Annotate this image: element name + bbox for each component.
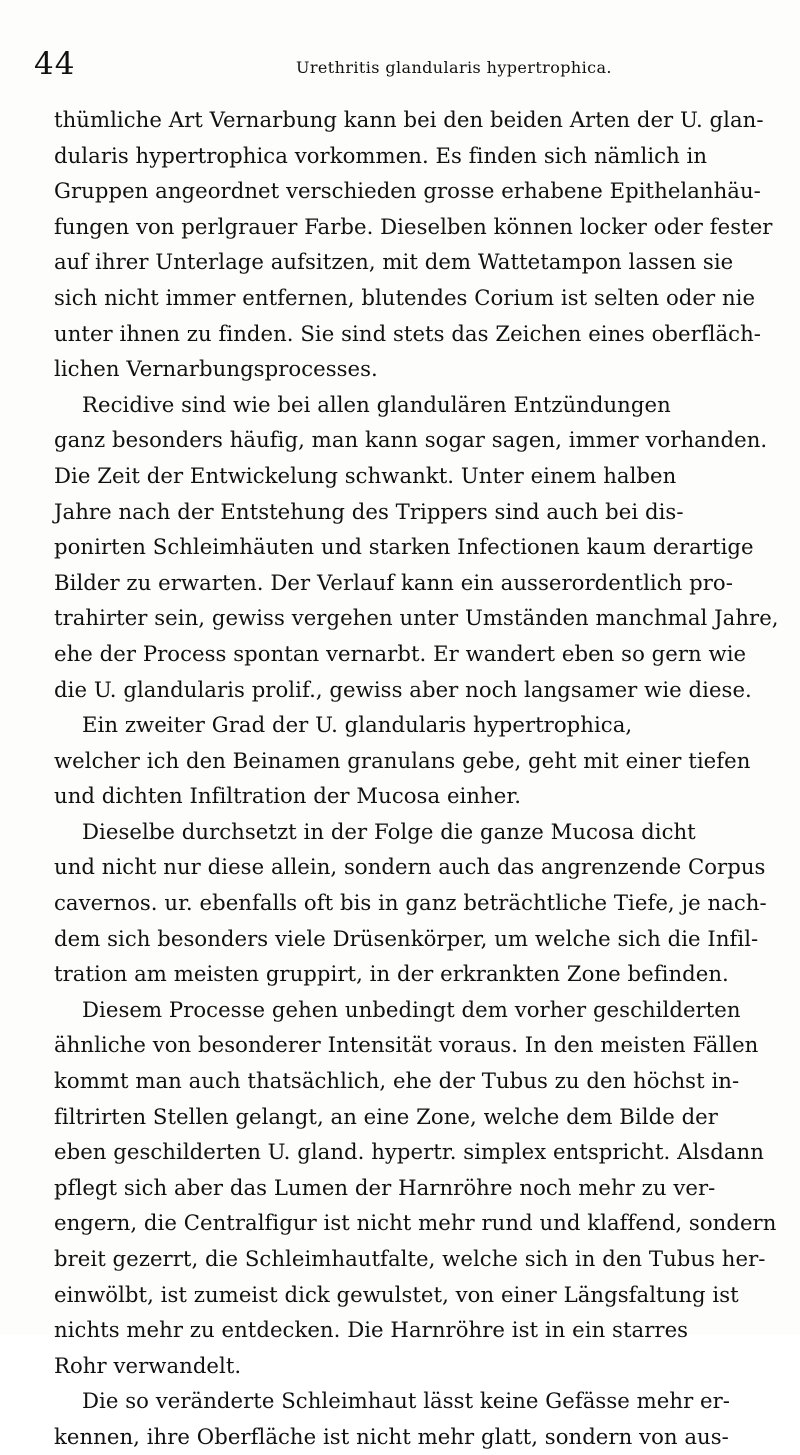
text-line: und dichten Infiltration der Mucosa einher. — [54, 783, 521, 809]
text-line: welcher ich den Beinamen granulans gebe, geht mit einer tiefen — [54, 747, 751, 773]
text-line: Bilder zu erwarten. Der Verlauf kann ein ausserordentlich pro- — [54, 569, 733, 595]
page-number: 44 — [34, 46, 76, 82]
text-line: Jahre nach der Entstehung des Trippers sind auch bei dis- — [54, 498, 684, 524]
text-line: nichts mehr zu entdecken. Die Harnröhre ist in ein starres — [54, 1317, 689, 1343]
text-line: auf ihrer Unterlage aufsitzen, mit dem Wattetampon lassen sie — [54, 249, 734, 275]
text-line: Rohr verwandelt. — [54, 1352, 242, 1378]
text-line: sich nicht immer entfernen, blutendes Corium ist selten oder nie — [54, 284, 756, 310]
text-line: Die Zeit der Entwickelung schwankt. Unter einem halben — [54, 462, 677, 488]
text-line: engern, die Centralfigur ist nicht mehr rund und klaffend, sondern — [54, 1210, 777, 1236]
text-line: einwölbt, ist zumeist dick gewulstet, von einer Längsfaltung ist — [54, 1281, 739, 1307]
text-line: ähnliche von besonderer Intensität voraus. In den meisten Fällen — [54, 1032, 759, 1058]
text-line: kommt man auch thatsächlich, ehe der Tubus zu den höchst in- — [54, 1068, 740, 1094]
paragraph-start-line: Diesem Processe gehen unbedingt dem vorher geschilderten — [82, 996, 741, 1022]
paragraph-start-line: Die so veränderte Schleimhaut lässt keine Gefässe mehr er- — [82, 1388, 731, 1414]
text-line: cavernos. ur. ebenfalls oft bis in ganz beträchtliche Tiefe, je nach- — [54, 890, 767, 916]
paragraph-start-line: Recidive sind wie bei allen glandulären Entzündungen — [82, 391, 671, 417]
text-line: thümliche Art Vernarbung kann bei den beiden Arten der U. glan- — [54, 107, 764, 132]
text-line: und nicht nur diese allein, sondern auch das angrenzende Corpus — [54, 854, 766, 880]
text-line: pflegt sich aber das Lumen der Harnröhre noch mehr zu ver- — [54, 1174, 716, 1200]
text-line: dularis hypertrophica vorkommen. Es finden sich nämlich in — [54, 142, 708, 168]
text-line: ganz besonders häufig, man kann sogar sagen, immer vorhanden. — [54, 427, 768, 453]
text-line: filtrirten Stellen gelangt, an eine Zone, welche dem Bilde der — [54, 1103, 718, 1129]
text-line: unter ihnen zu finden. Sie sind stets das Zeichen eines oberfläch- — [54, 320, 762, 346]
text-line: tration am meisten gruppirt, in der erkrankten Zone befinden. — [54, 961, 729, 987]
running-head: Urethritis glandularis hypertrophica. — [296, 58, 612, 77]
text-line: trahirter sein, gewiss vergehen unter Umständen manchmal Jahre, — [54, 605, 779, 631]
paragraph-start-line: Dieselbe durchsetzt in der Folge die ganze Mucosa dicht — [82, 818, 696, 844]
body-text — [54, 102, 779, 1455]
text-line: fungen von perlgrauer Farbe. Dieselben können locker oder fester — [54, 213, 773, 239]
paragraph-start-line: Ein zweiter Grad der U. glandularis hypertrophica, — [82, 712, 633, 738]
text-line: dem sich besonders viele Drüsenkörper, um welche sich die Infil- — [54, 925, 759, 951]
text-line: kennen, ihre Oberfläche ist nicht mehr glatt, sondern von aus- — [54, 1423, 729, 1449]
text-line: eben geschilderten U. gland. hypertr. simplex entspricht. Alsdann — [54, 1139, 764, 1165]
text-line: Gruppen angeordnet verschieden grosse erhabene Epithelanhäu- — [54, 178, 761, 204]
page-header — [34, 46, 774, 86]
text-line: die U. glandularis prolif., gewiss aber noch langsamer wie diese. — [54, 676, 752, 702]
text-line: breit gezerrt, die Schleimhautfalte, welche sich in den Tubus her- — [54, 1246, 766, 1271]
text-line: lichen Vernarbungsprocesses. — [54, 356, 378, 382]
text-line: ehe der Process spontan vernarbt. Er wandert eben so gern wie — [54, 640, 747, 666]
text-line: ponirten Schleimhäuten und starken Infectionen kaum derartige — [54, 534, 754, 560]
